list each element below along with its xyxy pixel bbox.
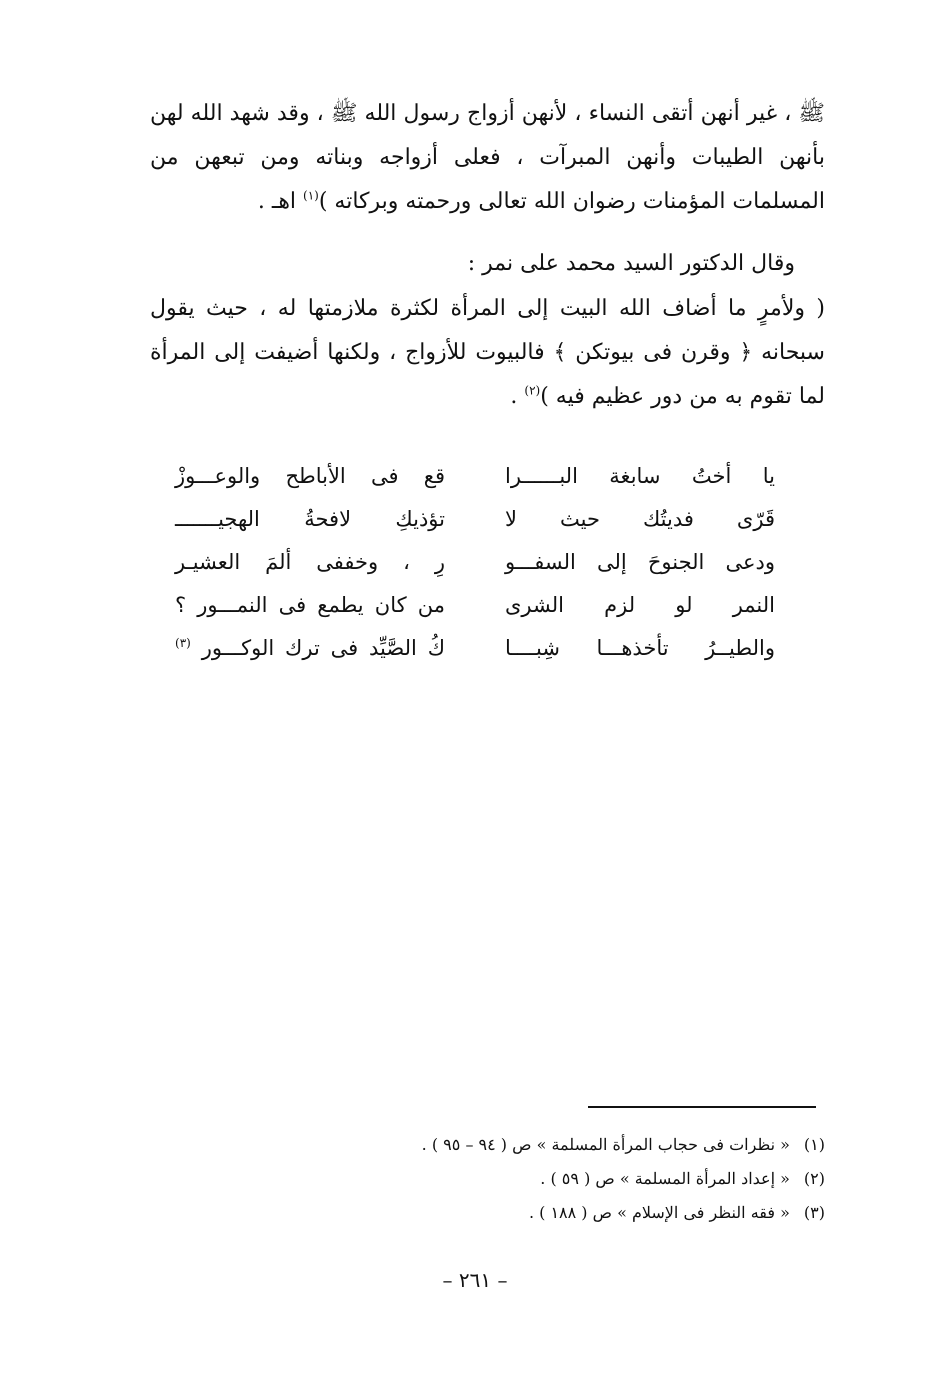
verse-second-text: قع فى الأباطح والوعـــوزْ — [175, 464, 445, 488]
verse-second-half — [175, 627, 445, 670]
footnote-number: (٢) — [803, 1169, 825, 1188]
footnote-text: « إعداد المرأة المسلمة » ص ( ٥٩ ) . — [540, 1169, 790, 1188]
paragraph-text: ( ولأمرٍ ما أضاف الله البيت إلى المرأة لكثرة ملازمتها له ، حيث يقول سبحانه ﴿ وقرن فى بيوتكن ﴾ فالبيوت للأزواج ، ولكنها أضيفت إلى المرأة لما تقوم به من دور عظيم فيه ) — [150, 296, 825, 409]
poem — [175, 455, 775, 670]
footnotes — [300, 1128, 825, 1230]
page-number: – ٢٦١ – — [442, 1268, 508, 1292]
verse-second-half — [175, 455, 445, 498]
paragraph-tail: . — [510, 384, 525, 409]
verse-second-text: رِ ، وخففى ألمَ العشيـر — [175, 550, 445, 574]
verse-second-half — [175, 541, 445, 584]
poem-verse — [175, 498, 775, 541]
verse-first-half: يا أختُ سابغة البــــــرا — [505, 464, 775, 488]
footnote-item — [300, 1162, 825, 1196]
verse-second-text: من كان يطمع فى النمـــور ؟ — [175, 593, 445, 617]
verse-first-half: ودعى الجنوحَ إلى السفـــو — [505, 550, 775, 574]
verse-first-half: قَرّى فديتُك حيث لا — [505, 507, 775, 531]
poem-verse — [175, 541, 775, 584]
footnote-number: (١) — [803, 1135, 825, 1154]
poem-verse — [175, 627, 775, 670]
footnote-ref-3: (٣) — [175, 636, 191, 650]
paragraph-attribution — [150, 242, 825, 286]
footnote-text: « فقه النظر فى الإسلام » ص ( ١٨٨ ) . — [528, 1203, 790, 1222]
verse-second-half — [175, 584, 445, 627]
verse-second-half — [175, 498, 445, 541]
verse-first-half: والطيــرُ تأخذهـــا شِبــــا — [505, 636, 775, 660]
footnote-ref-2: (٢) — [524, 383, 541, 398]
paragraph-quote — [150, 287, 825, 419]
verse-second-text: كُ الصَّيِّد فى ترك الوكـــور — [201, 636, 445, 660]
footnote-item — [300, 1196, 825, 1230]
paragraph-tail: اهـ . — [257, 189, 304, 214]
footnote-number: (٣) — [803, 1203, 825, 1222]
paragraph-text: وقال الدكتور السيد محمد على نمر : — [467, 251, 795, 276]
footnote-ref-1: (١) — [303, 188, 319, 203]
footnote-text: « نظرات فى حجاب المرأة المسلمة » ص ( ٩٤ – ٩٥ ) . — [421, 1135, 790, 1154]
footnote-divider — [588, 1106, 816, 1108]
verse-second-text: تؤذيكِ لافحةُ الهجيـــــــ — [175, 507, 445, 531]
footnote-item — [300, 1128, 825, 1162]
verse-first-half: النمر لو لزم الشرى — [505, 593, 775, 617]
poem-verse — [175, 584, 775, 627]
poem-verse — [175, 455, 775, 498]
paragraph-quote-end — [150, 92, 825, 224]
paragraph-text: ﷺ ، غير أنهن أتقى النساء ، لأنهن أزواج رسول الله ﷺ ، وقد شهد الله لهن بأنهن الطيبات وأنهن المبرآت ، فعلى أزواجه وبناته ومن تبعهن من المسلمات المؤمنات رضوان الله تعالى ورحمته وبركاته ) — [150, 101, 825, 214]
